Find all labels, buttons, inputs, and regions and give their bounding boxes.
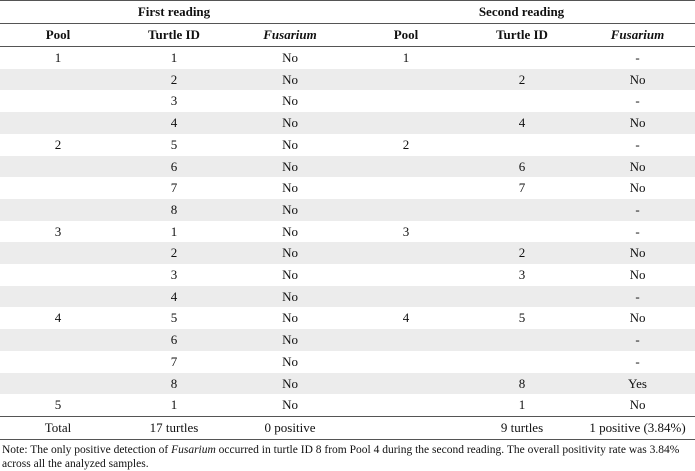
cell-pool-1: [0, 177, 116, 199]
table-row: [0, 221, 695, 243]
note-text-after: occurred in turtle ID 8 from Pool 4 during the second reading. The overall positivity rate was 3.84% across all the analyzed samples.: [2, 443, 680, 470]
note-text-italic: Fusarium: [171, 443, 216, 456]
cell-pool-1: [0, 264, 116, 286]
cell-fusarium-2: No: [580, 112, 695, 134]
table-note: [0, 440, 695, 471]
cell-turtle-id-2: [464, 134, 580, 156]
cell-fusarium-2: No: [580, 69, 695, 91]
cell-fusarium-1: No: [282, 180, 298, 196]
cell-pool-2: [348, 242, 464, 264]
col-header-fusarium-1-text: Fusarium: [263, 27, 317, 42]
total-cell-pool-2: [348, 416, 464, 439]
cell-turtle-id-2: 2: [464, 69, 580, 91]
cell-fusarium-1: No: [232, 199, 348, 221]
cell-fusarium-1: No: [282, 93, 298, 109]
cell-turtle-id-1: 7: [170, 180, 178, 196]
cell-turtle-id-2: 4: [464, 112, 580, 134]
cell-turtle-id-1: 7: [170, 353, 178, 369]
col-header-fusarium-2: [580, 24, 695, 47]
col-header-turtle-id-2: Turtle ID: [464, 24, 580, 47]
cell-pool-2: 4: [402, 310, 410, 326]
col-header-turtle-id-1: Turtle ID: [116, 24, 232, 47]
cell-pool-1: [0, 351, 116, 373]
cell-fusarium-2: No: [629, 180, 646, 196]
cell-fusarium-2: No: [580, 156, 695, 178]
cell-turtle-id-1: 4: [116, 286, 232, 308]
cell-pool-2: [348, 351, 464, 373]
cell-pool-1: [0, 242, 116, 264]
cell-fusarium-1: No: [232, 69, 348, 91]
total-cell-turtle-id-1: 17 turtles: [116, 416, 232, 439]
note-text-before: Note: The only positive detection of: [2, 443, 172, 456]
cell-fusarium-1: No: [282, 136, 298, 152]
col-header-pool-1: Pool: [0, 24, 116, 47]
cell-turtle-id-1: 5: [170, 310, 178, 326]
cell-fusarium-2: -: [635, 353, 640, 369]
cell-pool-2: [348, 177, 464, 199]
col-header-pool-2: Pool: [348, 24, 464, 47]
table-row: [0, 177, 695, 199]
cell-pool-2: [348, 264, 464, 286]
cell-fusarium-1: No: [232, 242, 348, 264]
cell-pool-2: [348, 373, 464, 395]
cell-turtle-id-1: 3: [170, 93, 178, 109]
cell-pool-2: [348, 394, 464, 416]
cell-turtle-id-2: 8: [464, 373, 580, 395]
table-row: [0, 156, 695, 178]
table-row: [0, 47, 695, 69]
total-cell-fusarium-1: 0 positive: [232, 416, 348, 439]
first-reading-header: First reading: [0, 1, 348, 24]
cell-pool-1: 4: [54, 310, 62, 326]
table-body: [0, 47, 695, 440]
cell-pool-1: 5: [54, 397, 62, 413]
cell-turtle-id-2: 5: [518, 310, 526, 326]
cell-turtle-id-1: 2: [116, 242, 232, 264]
cell-fusarium-1: No: [282, 310, 298, 326]
cell-turtle-id-2: [464, 199, 580, 221]
group-header-row: [0, 1, 695, 24]
cell-fusarium-1: No: [282, 267, 298, 283]
total-cell-turtle-id-2: 9 turtles: [464, 416, 580, 439]
cell-turtle-id-1: 3: [170, 267, 178, 283]
cell-pool-2: [348, 329, 464, 351]
total-row: [0, 416, 695, 439]
cell-turtle-id-2: 3: [518, 267, 526, 283]
table-row: [0, 329, 695, 351]
cell-fusarium-2: -: [580, 286, 695, 308]
column-header-row: [0, 24, 695, 47]
cell-pool-2: [348, 199, 464, 221]
cell-turtle-id-2: [464, 90, 580, 112]
total-cell-pool-1: Total: [0, 416, 116, 439]
cell-turtle-id-1: 1: [170, 397, 178, 413]
cell-turtle-id-2: [464, 329, 580, 351]
cell-fusarium-1: No: [232, 329, 348, 351]
col-header-fusarium-2-text: Fusarium: [610, 27, 665, 42]
table-row: [0, 90, 695, 112]
cell-fusarium-1: No: [232, 156, 348, 178]
table-row: [0, 286, 695, 308]
cell-fusarium-2: No: [580, 242, 695, 264]
cell-pool-2: 3: [402, 223, 410, 239]
cell-pool-1: [0, 112, 116, 134]
table-row: [0, 373, 695, 395]
cell-fusarium-2: Yes: [580, 373, 695, 395]
cell-pool-2: 2: [402, 136, 410, 152]
cell-turtle-id-1: 5: [170, 136, 178, 152]
cell-pool-1: 2: [54, 136, 62, 152]
table-row: [0, 264, 695, 286]
cell-pool-1: [0, 373, 116, 395]
cell-pool-1: 3: [54, 223, 62, 239]
cell-fusarium-2: -: [635, 93, 640, 109]
cell-turtle-id-2: [464, 47, 580, 69]
table-row: [0, 134, 695, 156]
cell-turtle-id-1: 6: [116, 329, 232, 351]
cell-pool-1: [0, 90, 116, 112]
cell-turtle-id-1: 2: [116, 69, 232, 91]
cell-turtle-id-2: 2: [464, 242, 580, 264]
col-header-fusarium-1: [232, 24, 348, 47]
cell-pool-2: [348, 112, 464, 134]
cell-fusarium-1: No: [282, 50, 298, 65]
cell-pool-1: [0, 156, 116, 178]
cell-pool-2: [348, 90, 464, 112]
cell-turtle-id-1: 1: [170, 223, 178, 239]
cell-pool-1: [0, 69, 116, 91]
cell-turtle-id-1: 8: [116, 373, 232, 395]
cell-fusarium-1: No: [282, 223, 298, 239]
table-row: [0, 242, 695, 264]
cell-pool-1: [0, 286, 116, 308]
cell-fusarium-2: No: [629, 397, 646, 413]
cell-fusarium-1: No: [232, 286, 348, 308]
cell-fusarium-2: No: [629, 267, 646, 283]
cell-fusarium-1: No: [232, 112, 348, 134]
cell-turtle-id-2: [464, 286, 580, 308]
cell-turtle-id-1: 8: [116, 199, 232, 221]
cell-fusarium-2: -: [635, 223, 640, 239]
total-cell-fusarium-2: 1 positive (3.84%): [580, 416, 695, 439]
cell-pool-2: [348, 156, 464, 178]
cell-turtle-id-2: 1: [518, 397, 526, 413]
cell-fusarium-2: -: [635, 50, 640, 65]
cell-pool-2: [348, 286, 464, 308]
cell-turtle-id-1: 1: [170, 50, 178, 65]
cell-pool-1: [0, 329, 116, 351]
cell-turtle-id-2: 7: [518, 180, 526, 196]
cell-turtle-id-1: 4: [116, 112, 232, 134]
cell-fusarium-1: No: [282, 353, 298, 369]
cell-pool-1: 1: [54, 50, 62, 65]
table-row: [0, 394, 695, 416]
cell-fusarium-2: -: [580, 199, 695, 221]
cell-fusarium-1: No: [232, 373, 348, 395]
cell-fusarium-2: -: [635, 136, 640, 152]
cell-pool-2: 1: [402, 50, 410, 65]
cell-turtle-id-2: 6: [464, 156, 580, 178]
table-row: [0, 307, 695, 329]
cell-fusarium-2: -: [580, 329, 695, 351]
cell-turtle-id-1: 6: [116, 156, 232, 178]
table-row: [0, 112, 695, 134]
table-row: [0, 351, 695, 373]
cell-turtle-id-2: [464, 351, 580, 373]
cell-fusarium-2: No: [629, 310, 646, 326]
second-reading-header: Second reading: [348, 1, 695, 24]
cell-turtle-id-2: [464, 221, 580, 243]
table-row: [0, 199, 695, 221]
cell-pool-2: [348, 69, 464, 91]
table-row: [0, 69, 695, 91]
cell-fusarium-1: No: [282, 397, 298, 413]
cell-pool-1: [0, 199, 116, 221]
